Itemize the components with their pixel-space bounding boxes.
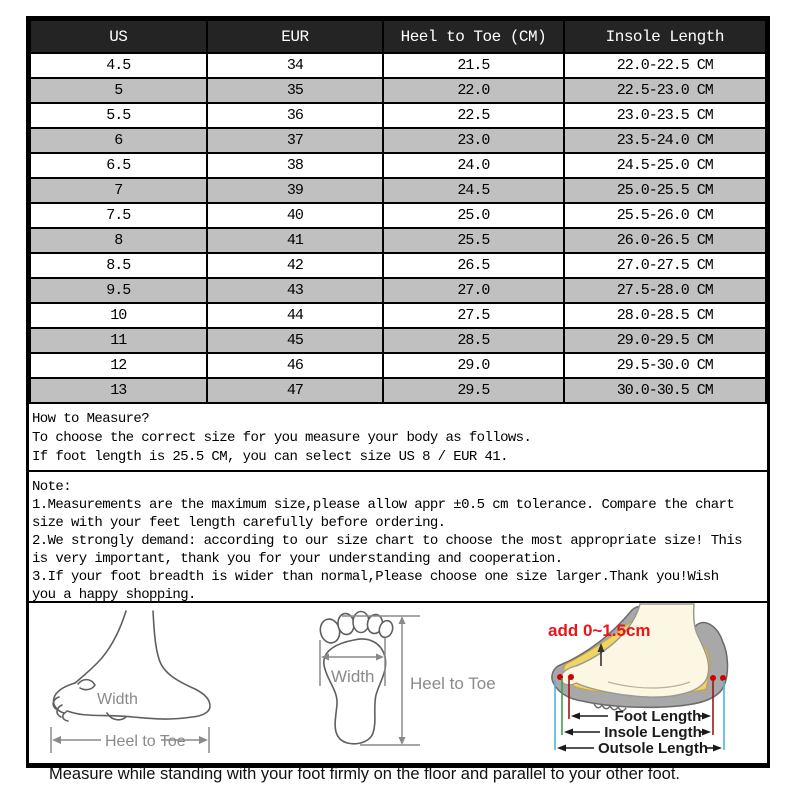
add-tolerance-label: add 0~1.5cm <box>548 621 651 640</box>
column-header-heel-to-toe: Heel to Toe (CM) <box>383 20 563 53</box>
table-row <box>30 178 766 203</box>
table-cell: 28.0-28.5 CM <box>564 303 766 328</box>
table-cell: 12 <box>30 353 207 378</box>
table-cell: 35 <box>207 78 384 103</box>
table-cell: 6.5 <box>30 153 207 178</box>
shoe-cross-section-diagram <box>548 604 776 762</box>
table-cell: 34 <box>207 53 384 78</box>
text-line: 1.Measurements are the maximum size,please allow appr ±0.5 cm tolerance. Compare the chart <box>32 497 735 513</box>
table-cell: 41 <box>207 228 384 253</box>
foot-top-view-diagram <box>318 612 498 752</box>
table-cell: 9.5 <box>30 278 207 303</box>
table-cell: 11 <box>30 328 207 353</box>
table-cell: 22.0 <box>383 78 563 103</box>
table-cell: 23.5-24.0 CM <box>564 128 766 153</box>
table-cell: 26.5 <box>383 253 563 278</box>
table-cell: 27.0 <box>383 278 563 303</box>
table-row <box>30 128 766 153</box>
table-cell: 8.5 <box>30 253 207 278</box>
table-row <box>30 53 766 78</box>
text-line: How to Measure? <box>32 411 150 427</box>
insole-length-label: Insole Length <box>604 724 702 741</box>
column-header-eur: EUR <box>207 20 384 53</box>
table-cell: 29.0 <box>383 353 563 378</box>
table-cell: 5.5 <box>30 103 207 128</box>
table-row <box>30 103 766 128</box>
column-header-insole-length: Insole Length <box>564 20 766 53</box>
table-row <box>30 78 766 103</box>
table-cell: 26.0-26.5 CM <box>564 228 766 253</box>
table-cell: 24.5 <box>383 178 563 203</box>
table-cell: 28.5 <box>383 328 563 353</box>
table-cell: 25.0-25.5 CM <box>564 178 766 203</box>
table-cell: 27.0-27.5 CM <box>564 253 766 278</box>
table-cell: 24.5-25.0 CM <box>564 153 766 178</box>
table-cell: 40 <box>207 203 384 228</box>
column-header-us: US <box>30 20 207 53</box>
table-cell: 29.0-29.5 CM <box>564 328 766 353</box>
table-cell: 38 <box>207 153 384 178</box>
measurement-diagrams <box>29 603 767 757</box>
size-table <box>29 19 767 404</box>
table-cell: 10 <box>30 303 207 328</box>
table-cell: 29.5-30.0 CM <box>564 353 766 378</box>
text-line: If foot length is 25.5 CM, you can select size US 8 / EUR 41. <box>32 449 508 465</box>
table-row <box>30 228 766 253</box>
table-cell: 6 <box>30 128 207 153</box>
foot-length-label: Foot Length <box>614 708 702 725</box>
text-line: Note: <box>32 479 72 495</box>
table-header-row <box>30 20 766 53</box>
table-cell: 24.0 <box>383 153 563 178</box>
outsole-length-label: Outsole Length <box>598 740 708 757</box>
text-line: 2.We strongly demand: according to our size chart to choose the most appropriate size! This <box>32 533 742 549</box>
table-cell: 4.5 <box>30 53 207 78</box>
table-cell: 7 <box>30 178 207 203</box>
top-view-heel-to-toe-label: Heel to Toe <box>410 674 496 693</box>
table-row <box>30 253 766 278</box>
table-cell: 23.0-23.5 CM <box>564 103 766 128</box>
side-view-width-label: Width <box>97 691 138 708</box>
table-row <box>30 328 766 353</box>
table-cell: 21.5 <box>383 53 563 78</box>
table-cell: 7.5 <box>30 203 207 228</box>
table-cell: 25.0 <box>383 203 563 228</box>
table-cell: 46 <box>207 353 384 378</box>
foot-side-view-diagram <box>49 609 217 755</box>
text-line: is very important, thank you for your understanding and cooperation. <box>32 551 563 567</box>
table-cell: 30.0-30.5 CM <box>564 378 766 403</box>
table-row <box>30 203 766 228</box>
table-cell: 47 <box>207 378 384 403</box>
table-cell: 45 <box>207 328 384 353</box>
note-section <box>29 472 767 603</box>
table-cell: 5 <box>30 78 207 103</box>
size-chart-panel <box>26 16 770 783</box>
text-line: 3.If your foot breadth is wider than normal,Please choose one size larger.Thank you!Wish <box>32 569 719 585</box>
text-line: size with your feet length carefully before ordering. <box>32 515 446 531</box>
top-view-width-label: Width <box>331 667 375 686</box>
table-cell: 42 <box>207 253 384 278</box>
text-line: you a happy shopping. <box>32 587 196 603</box>
table-cell: 43 <box>207 278 384 303</box>
table-cell: 39 <box>207 178 384 203</box>
table-row <box>30 278 766 303</box>
table-cell: 27.5-28.0 CM <box>564 278 766 303</box>
text-line: To choose the correct size for you measure your body as follows. <box>32 430 532 446</box>
table-row <box>30 303 766 328</box>
how-to-measure-section <box>29 404 767 472</box>
table-cell: 25.5-26.0 CM <box>564 203 766 228</box>
table-row <box>30 353 766 378</box>
table-cell: 25.5 <box>383 228 563 253</box>
table-row <box>30 153 766 178</box>
table-cell: 36 <box>207 103 384 128</box>
table-row <box>30 378 766 403</box>
table-cell: 27.5 <box>383 303 563 328</box>
table-cell: 8 <box>30 228 207 253</box>
table-cell: 22.0-22.5 CM <box>564 53 766 78</box>
measure-instruction-text: Measure while standing with your foot firmly on the floor and parallel to your other foot. <box>49 765 680 783</box>
table-cell: 44 <box>207 303 384 328</box>
table-cell: 29.5 <box>383 378 563 403</box>
table-cell: 23.0 <box>383 128 563 153</box>
table-cell: 13 <box>30 378 207 403</box>
table-cell: 22.5-23.0 CM <box>564 78 766 103</box>
table-cell: 22.5 <box>383 103 563 128</box>
table-cell: 37 <box>207 128 384 153</box>
side-view-heel-to-toe-label: Heel to Toe <box>105 733 186 750</box>
